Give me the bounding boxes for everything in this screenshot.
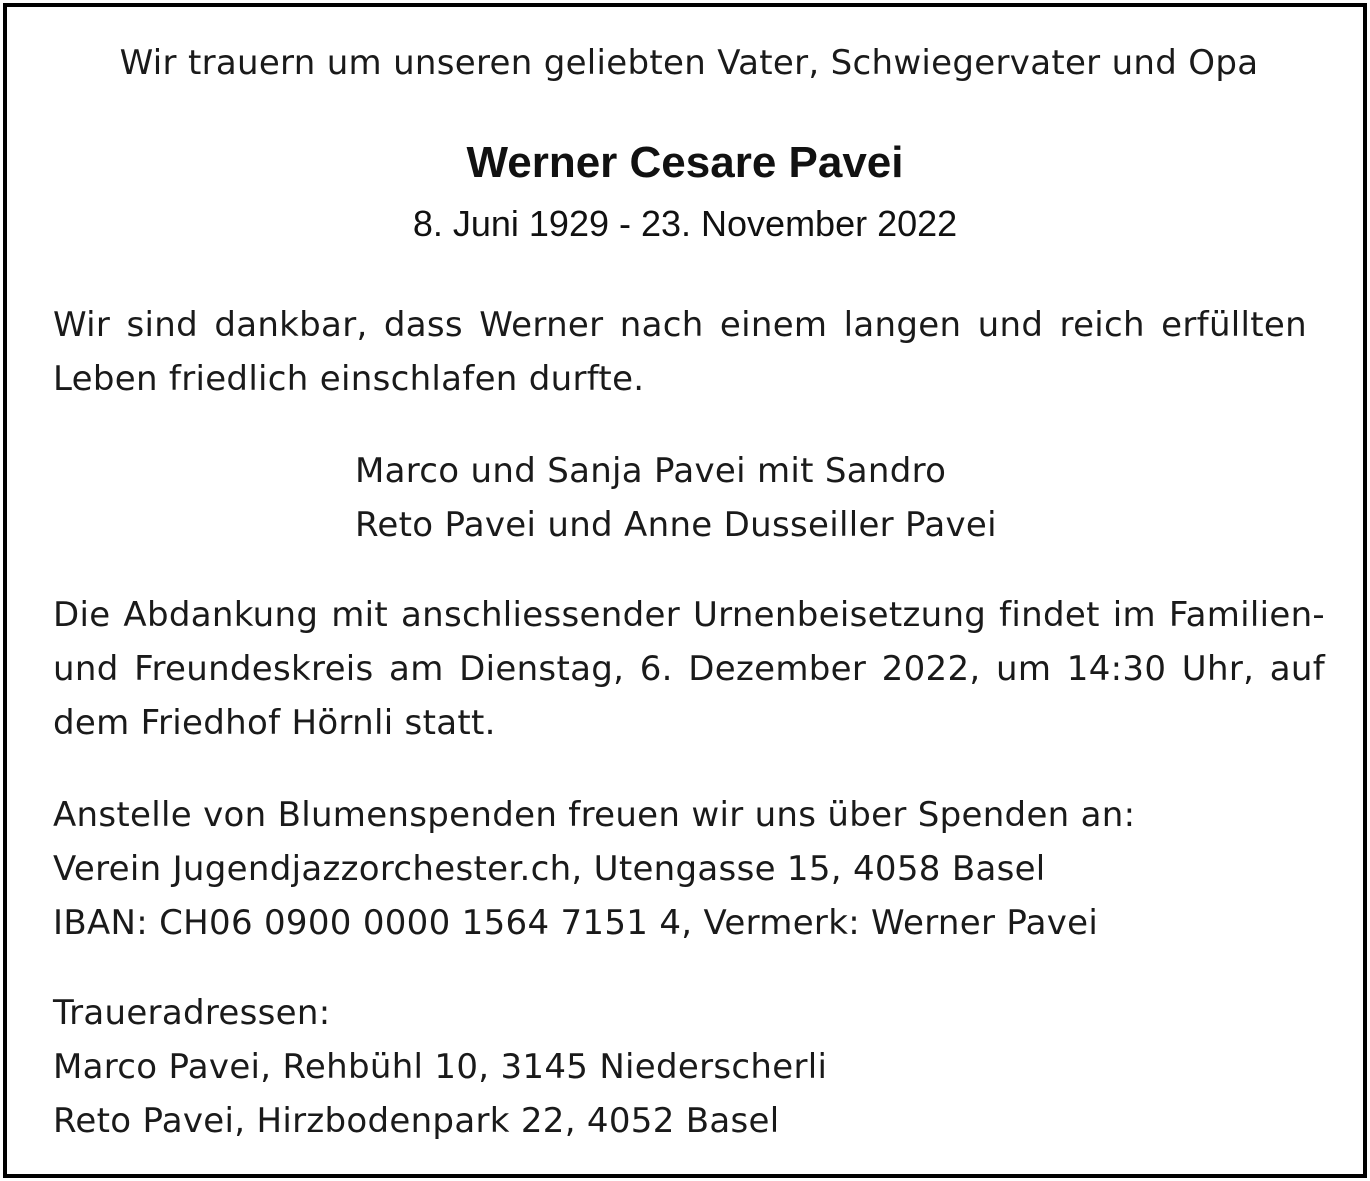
address-line: Marco Pavei, Rehbühl 10, 3145 Niederscherli bbox=[53, 1047, 828, 1087]
life-dates: 8. Juni 1929 - 23. November 2022 bbox=[412, 203, 958, 244]
donation-recipient: Verein Jugendjazzorchester.ch, Utengasse 15, 4058 Basel bbox=[53, 849, 1046, 889]
thanks-paragraph: Wir sind dankbar, dass Werner nach einem langen und reich erfüllten Leben friedlich einschlafen durfte. bbox=[53, 305, 1307, 399]
family-members bbox=[355, 444, 997, 552]
intro-line: Wir trauern um unseren geliebten Vater, Schwiegervater und Opa bbox=[119, 43, 1259, 83]
donation-intro: Anstelle von Blumenspenden freuen wir uns über Spenden an: bbox=[53, 795, 1136, 835]
deceased-name: Werner Cesare Pavei bbox=[466, 138, 904, 187]
address-line: Reto Pavei, Hirzbodenpark 22, 4052 Basel bbox=[53, 1101, 780, 1141]
obituary-notice bbox=[3, 3, 1367, 1178]
donation-iban: IBAN: CH06 0900 0000 1564 7151 4, Vermerk: Werner Pavei bbox=[53, 903, 1099, 943]
family-member: Marco und Sanja Pavei mit Sandro bbox=[355, 451, 947, 491]
service-paragraph: Die Abdankung mit anschliessender Urnenbeisetzung findet im Familien- und Freundeskreis am Dienstag, 6. Dezember 2022, um 14:30 Uhr, auf dem Friedhof Hörnli statt. bbox=[53, 595, 1325, 743]
addresses-heading: Traueradressen: bbox=[53, 993, 331, 1033]
family-member: Reto Pavei und Anne Dusseiller Pavei bbox=[355, 505, 997, 545]
addresses-section bbox=[53, 986, 1325, 1148]
donation-section bbox=[53, 788, 1325, 950]
